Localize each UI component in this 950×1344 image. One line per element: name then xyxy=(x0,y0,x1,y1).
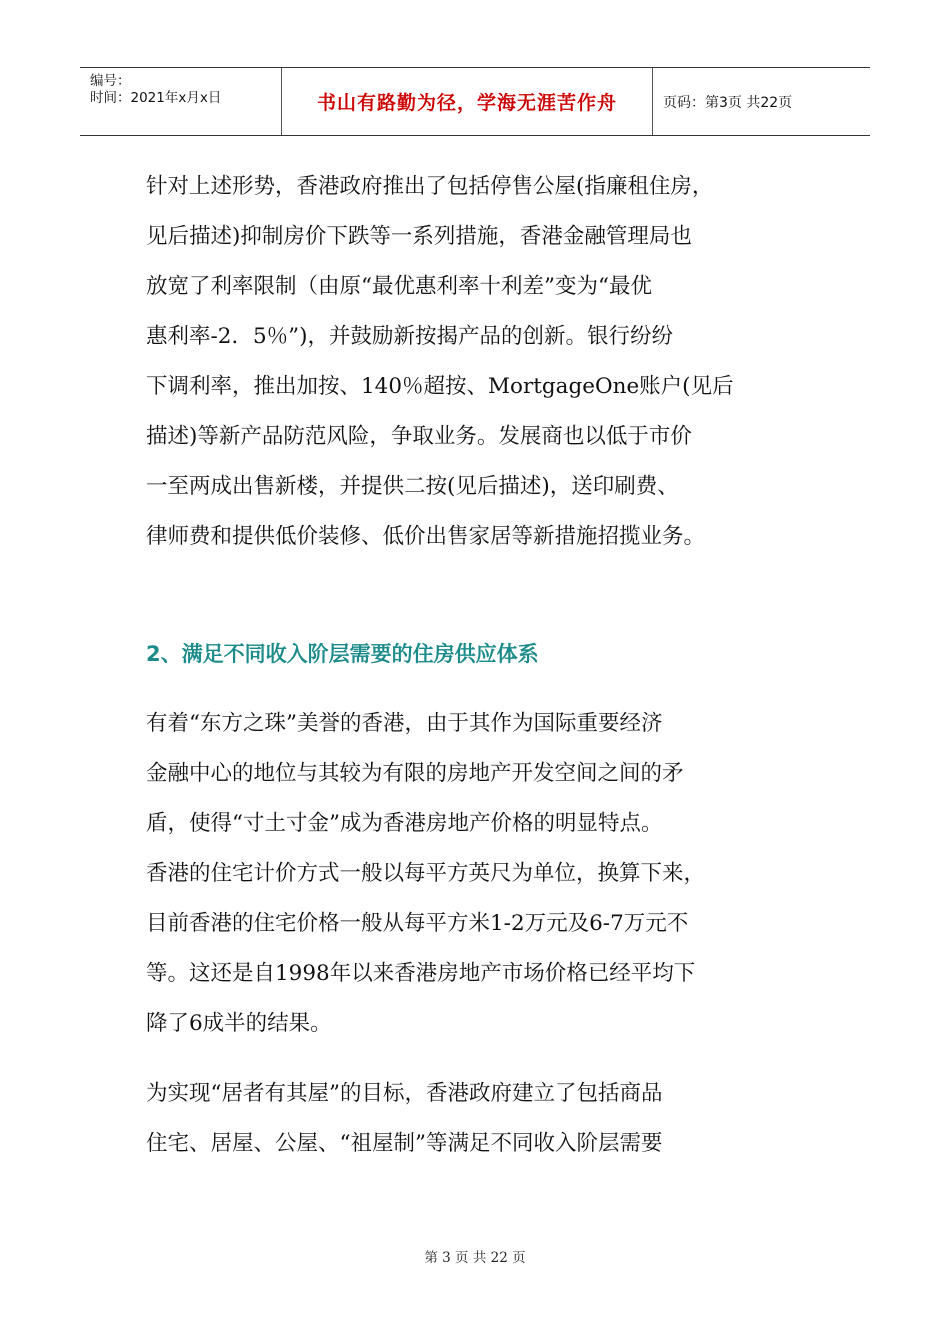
text-line: 针对上述形势，香港政府推出了包括停售公屋(指廉租住房， xyxy=(146,174,714,199)
spacer xyxy=(146,679,816,699)
page-footer: 第 3 页 共 22 页 xyxy=(424,1250,526,1266)
paragraph-2 xyxy=(146,699,816,1049)
text-line: 等。这还是自1998年以来香港房地产市场价格已经平均下 xyxy=(146,961,696,986)
text-line: 盾，使得“寸土寸金”成为香港房地产价格的明显特点。 xyxy=(146,811,663,836)
text-line: 为实现“居者有其屋”的目标，香港政府建立了包括商品 xyxy=(146,1081,663,1106)
page-header xyxy=(80,67,870,136)
document-date: 时间：2021年x月x日 xyxy=(90,90,222,106)
section-title: 2、满足不同收入阶层需要的住房供应体系 xyxy=(146,642,539,666)
text-line: 律师费和提供低价装修、低价出售家居等新措施招揽业务。 xyxy=(146,524,706,549)
header-motto: 书山有路勤为径，学海无涯苦作舟 xyxy=(282,68,653,135)
spacer xyxy=(146,1049,816,1069)
text-line: 见后描述)抑制房价下跌等一系列措施，香港金融管理局也 xyxy=(146,224,692,249)
text-line: 放宽了利率限制（由原“最优惠利率十利差”变为“最优 xyxy=(146,274,652,299)
spacer xyxy=(146,562,816,629)
text-line: 描述)等新产品防范风险，争取业务。发展商也以低于市价 xyxy=(146,424,692,449)
text-line: 目前香港的住宅价格一般从每平方米1-2万元及6-7万元不 xyxy=(146,911,689,936)
paragraph-1 xyxy=(146,162,816,562)
text-line: 住宅、居屋、公屋、“祖屋制”等满足不同收入阶层需要 xyxy=(146,1131,663,1156)
text-line: 香港的住宅计价方式一般以每平方英尺为单位，换算下来， xyxy=(146,861,706,886)
text-line: 降了6成半的结果。 xyxy=(146,1011,332,1036)
text-line: 有着“东方之珠”美誉的香港，由于其作为国际重要经济 xyxy=(146,711,663,736)
paragraph-3 xyxy=(146,1069,816,1169)
text-line: 下调利率，推出加按、140％超按、MortgageOne账户(见后 xyxy=(146,374,734,399)
document-body xyxy=(146,162,816,1169)
header-meta xyxy=(80,68,282,135)
text-line: 金融中心的地位与其较为有限的房地产开发空间之间的矛 xyxy=(146,761,684,786)
header-page-info: 页码：第3页 共22页 xyxy=(663,94,793,111)
text-line: 惠利率-2．5％”)，并鼓励新按揭产品的创新。银行纷纷 xyxy=(146,324,674,349)
document-number-label: 编号： xyxy=(90,73,131,89)
text-line: 一至两成出售新楼，并提供二按(见后描述)，送印刷费、 xyxy=(146,474,679,499)
